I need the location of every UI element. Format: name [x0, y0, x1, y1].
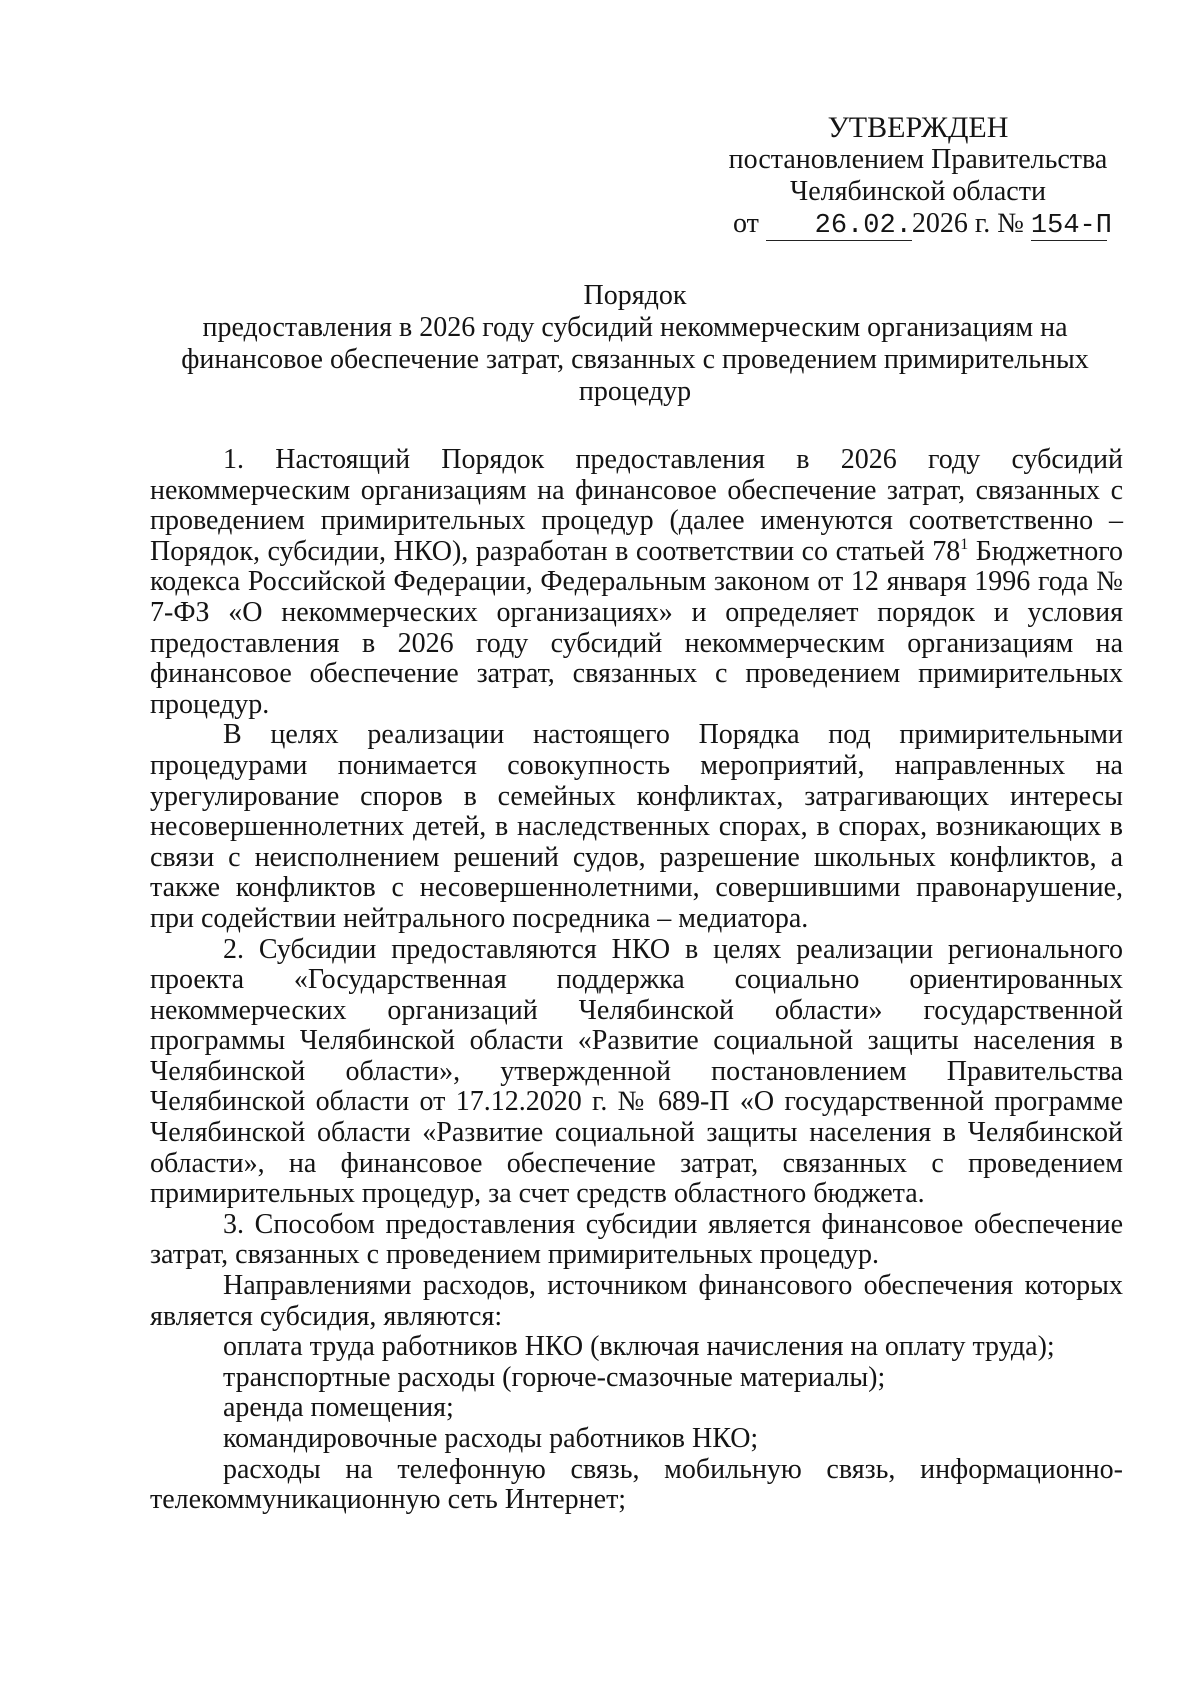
- paragraph-5: Направлениями расходов, источником финансового обеспечения которых является субсидия, являются:: [150, 1270, 1123, 1332]
- article-superscript: 1: [960, 535, 969, 553]
- document-body: [150, 445, 1123, 1516]
- approval-date-row: [728, 208, 1112, 241]
- list-item: оплата труда работников НКО (включая начисления на оплату труда);: [223, 1331, 1055, 1363]
- title-line-3: финансовое обеспечение затрат, связанных с проведением примирительных: [181, 344, 1089, 375]
- approval-year: 2026 г.: [911, 208, 991, 239]
- list-item: командировочные расходы работников НКО;: [223, 1423, 759, 1454]
- paragraph-1-part-a: 1. Настоящий Порядок предоставления в 2026 году субсидий некоммерческим организациям на финансовое обеспечение затрат, связанных с проведением примирительных процедур (далее именуются соответственно – Порядок, субсидии, НКО), разработан в соответствии со статьей 78: [150, 444, 1123, 567]
- approval-number: 154-П: [1030, 211, 1112, 241]
- approval-line-resolution: постановлением Правительства: [728, 144, 1108, 175]
- document-title: [150, 280, 1120, 408]
- paragraph-4: 3. Способом предоставления субсидии является финансовое обеспечение затрат, связанных с проведением примирительных процедур.: [150, 1208, 1123, 1271]
- date-prefix: от: [733, 208, 759, 239]
- approval-date: 26.02.: [766, 213, 912, 241]
- title-line-1: Порядок: [583, 280, 687, 311]
- list-item: транспортные расходы (горюче-смазочные материалы);: [223, 1361, 886, 1393]
- list-item: аренда помещения;: [223, 1392, 454, 1424]
- paragraph-1-part-b: Бюджетного кодекса Российской Федерации, Федеральным законом от 12 января 1996 года № 7-ФЗ «О некоммерческих организациях» и определяет порядок и условия предоставления в 2026 году субсидий некоммерческим организациям на финансовое обеспечение затрат, связанных с проведением примирительных процедур.: [150, 535, 1123, 720]
- paragraph-2: В целях реализации настоящего Порядка под примирительными процедурами понимается совокупность мероприятий, направленных на урегулирование споров в семейных конфликтах, затрагивающих интересы несовершеннолетних детей, в наследственных спорах, в спорах, возникающих в связи с неисполнением решений судов, разрешение школьных конфликтов, а также конфликтов с несовершеннолетними, совершившими правонарушение, при содействии нейтрального посредника – медиатора.: [150, 719, 1123, 934]
- paragraph-3: 2. Субсидии предоставляются НКО в целях реализации регионального проекта «Государственная поддержка социально ориентированных некоммерческих организаций Челябинской области» государственной программы Челябинской области «Развитие социальной защиты населения в Челябинской области», утвержденной постановлением Правительства Челябинской области от 17.12.2020 г. № 689-П «О государственной программе Челябинской области «Развитие социальной защиты населения в Челябинской области», на финансовое обеспечение затрат, связанных с проведением примирительных процедур, за счет средств областного бюджета.: [150, 933, 1123, 1210]
- number-sign: №: [997, 208, 1024, 239]
- approval-stamp: [728, 111, 1112, 241]
- list-item: расходы на телефонную связь, мобильную связь, информационно-телекоммуникационную сеть Интернет;: [150, 1453, 1123, 1516]
- paragraph-1: [150, 445, 1123, 720]
- approval-heading: УТВЕРЖДЕН: [827, 111, 1009, 144]
- approval-line-region: Челябинской области: [790, 176, 1046, 207]
- title-line-2: предоставления в 2026 году субсидий некоммерческим организациям на: [202, 312, 1068, 343]
- title-line-4: процедур: [578, 376, 692, 407]
